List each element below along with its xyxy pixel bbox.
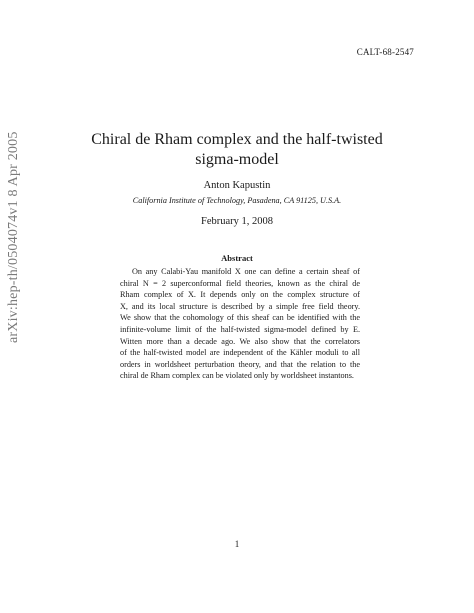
paper-date: February 1, 2008 xyxy=(200,216,274,227)
abstract-line: Rham complex of X. It depends only on the complex structure of xyxy=(120,290,360,300)
author-name: Anton Kapustin xyxy=(203,180,271,191)
abstract-line: infinite-volume limit of the half-twisted sigma-model defined by E. xyxy=(120,324,360,334)
paper-title xyxy=(0,130,474,170)
page-number: 1 xyxy=(234,539,240,549)
abstract-line: X, and its local structure is described by a simple free field theory. xyxy=(120,301,360,311)
abstract-line: On any Calabi-Yau manifold X one can define a certain sheaf of xyxy=(132,267,360,276)
abstract-heading: Abstract xyxy=(221,253,253,263)
abstract-line: We show that the cohomology of this sheaf can be identified with the xyxy=(120,313,360,323)
abstract-line: Witten more than a decade ago. We also show that the correlators xyxy=(120,336,360,346)
paper-title-line-1: Chiral de Rham complex and the half-twisted xyxy=(91,131,383,148)
abstract-line: chiral N = 2 superconformal field theories, known as the chiral de xyxy=(120,278,360,288)
abstract-line: orders in worldsheet perturbation theory, and that the relation to the xyxy=(120,359,360,369)
author-affiliation: California Institute of Technology, Pasadena, CA 91125, U.S.A. xyxy=(132,196,342,205)
abstract-line: of the half-twisted model are independent of the Kähler moduli to all xyxy=(120,348,360,358)
paper-title-line-2: sigma-model xyxy=(195,151,279,168)
abstract-line: chiral de Rham complex can be violated only by worldsheet instantons. xyxy=(120,371,354,381)
abstract-body xyxy=(120,266,360,382)
arxiv-identifier-stamp: arXiv:hep-th/0504074v1 8 Apr 2005 xyxy=(6,131,21,343)
report-number: CALT-68-2547 xyxy=(356,47,414,57)
